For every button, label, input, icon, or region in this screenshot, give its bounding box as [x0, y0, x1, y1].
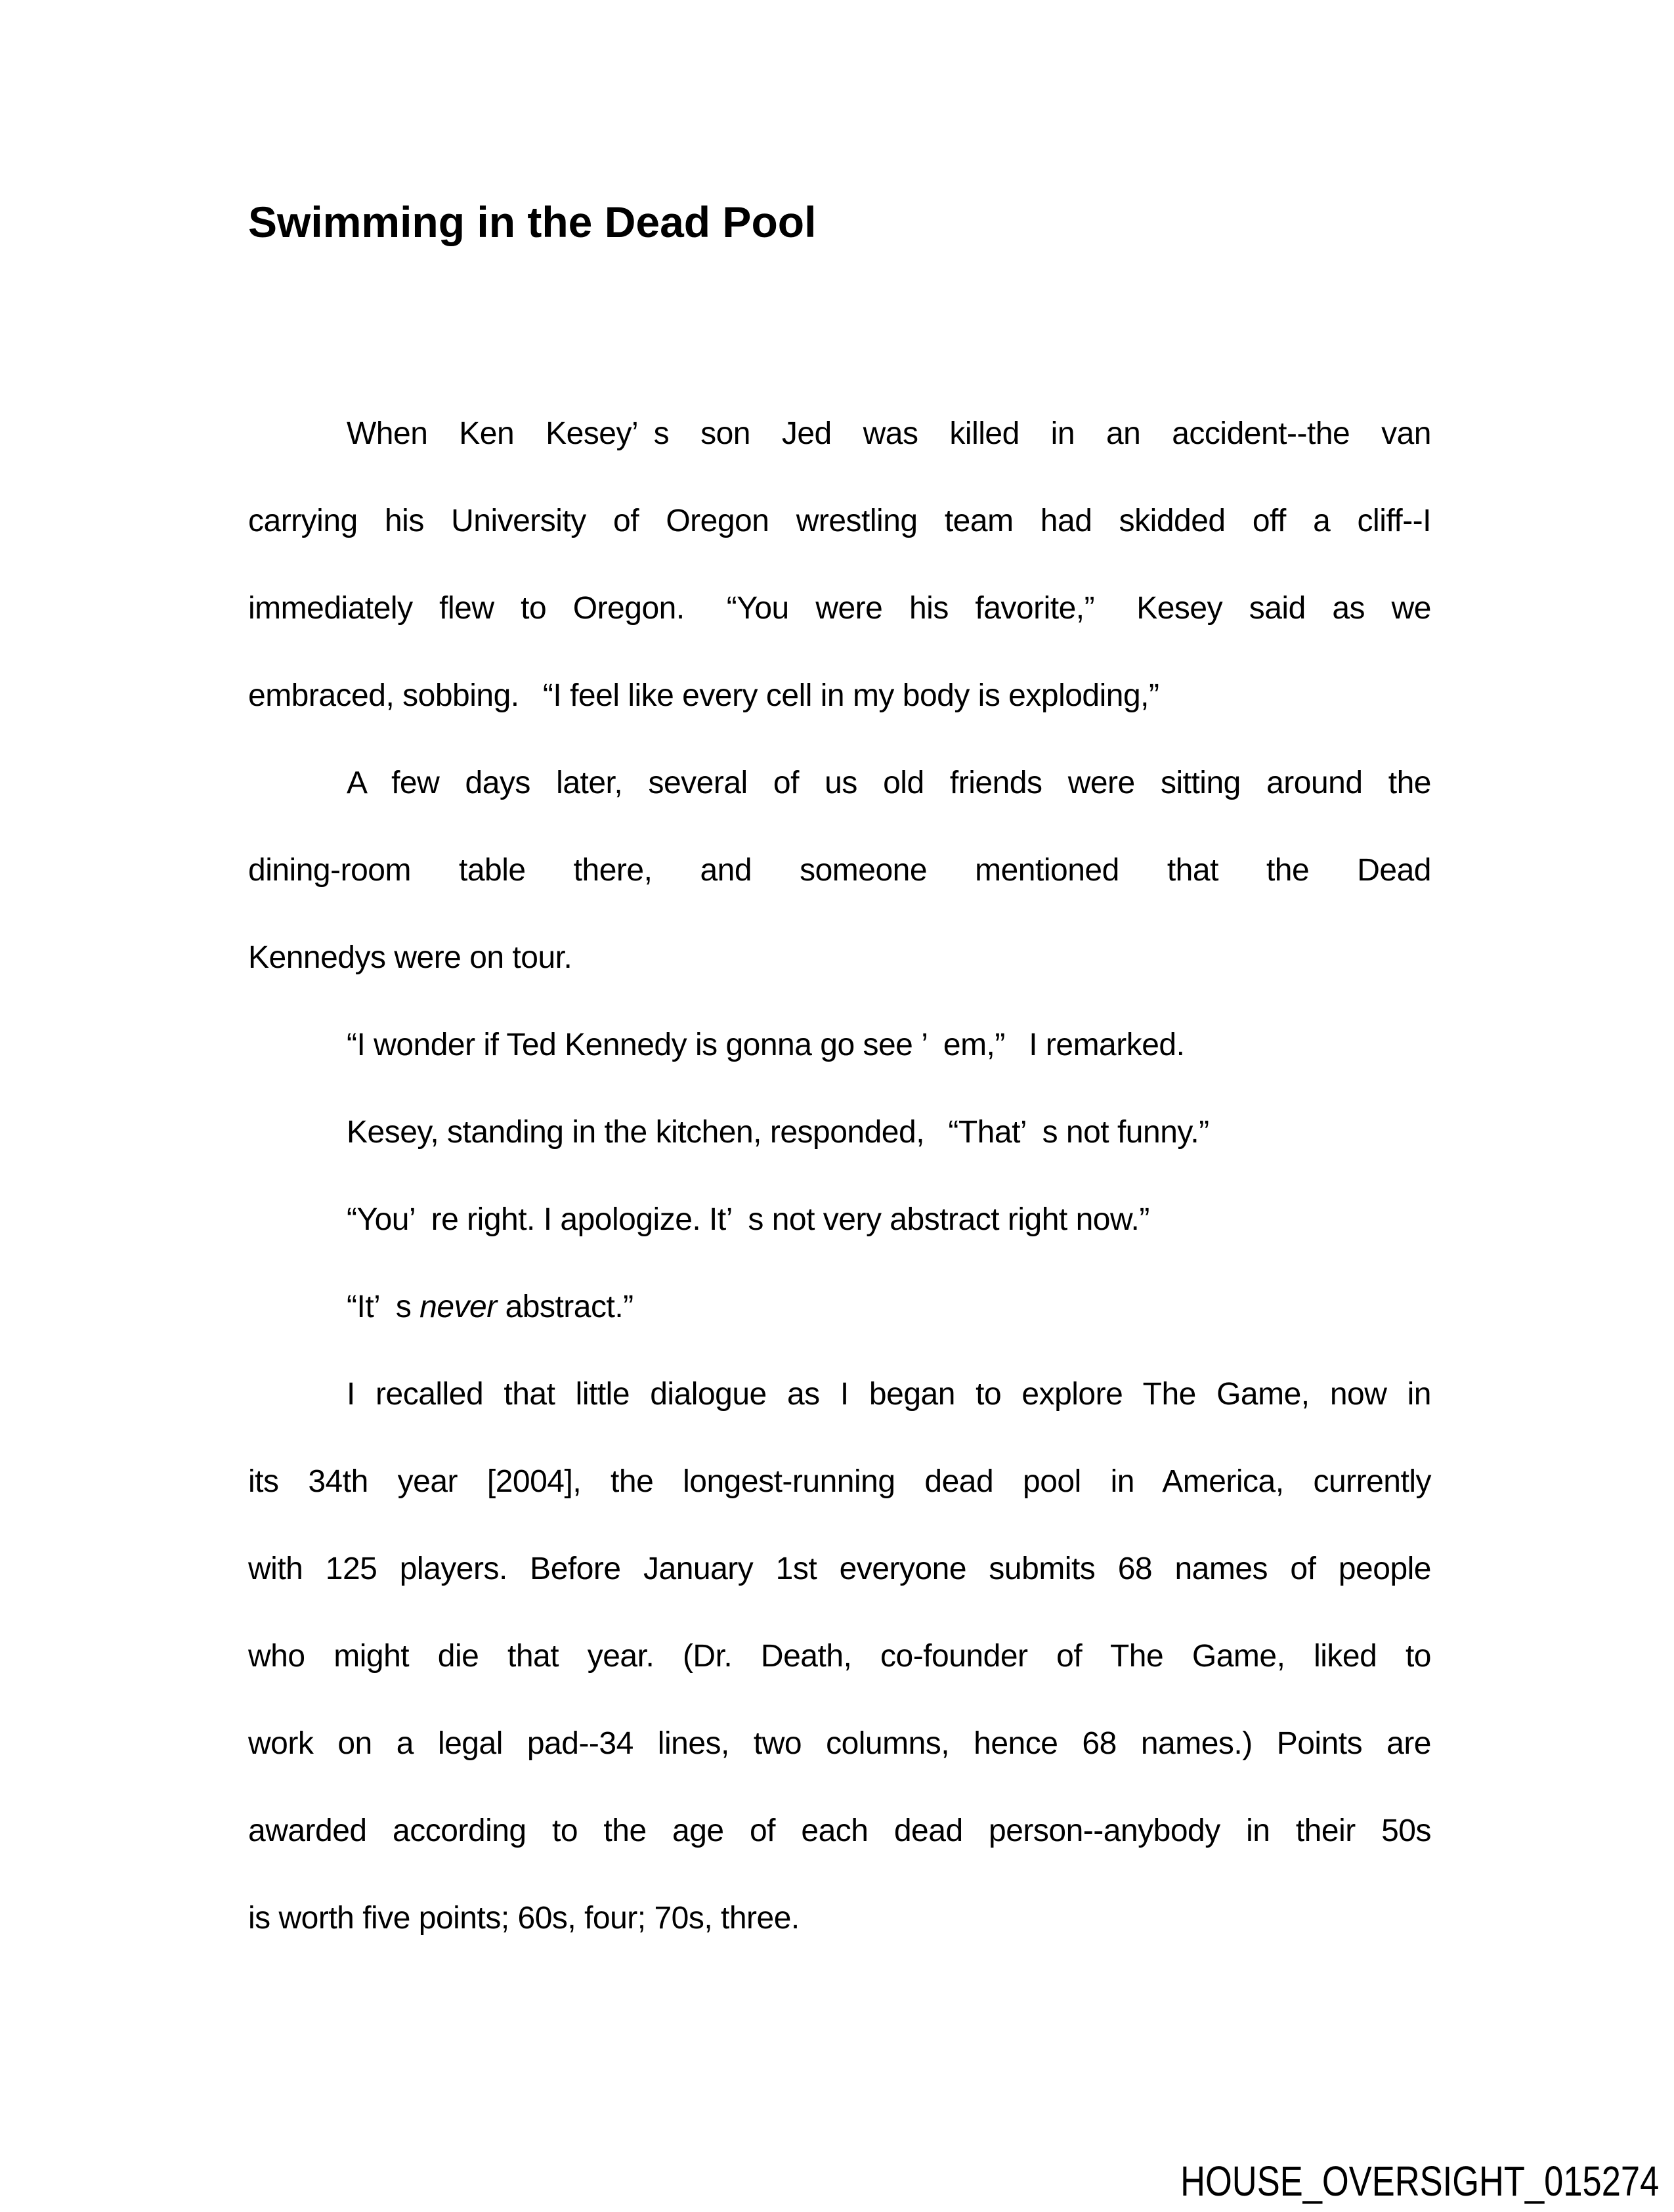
text-segment: I recalled that little dialogue as I began to explore The Game, now in — [347, 1377, 1431, 1412]
italic-text: never — [419, 1290, 497, 1324]
text-segment: abstract.” — [496, 1290, 633, 1324]
text-line — [248, 739, 1431, 827]
text-segment: embraced, sobbing. “I feel like every cell in my body is exploding,” — [248, 678, 1159, 713]
text-segment: is worth five points; 60s, four; 70s, three. — [248, 1901, 800, 1936]
text-line — [248, 1089, 1431, 1176]
text-segment: with 125 players. Before January 1st everyone submits 68 names of people — [248, 1551, 1431, 1586]
bates-stamp: HOUSE_OVERSIGHT_015274 — [1180, 2158, 1659, 2205]
text-segment: Kennedys were on tour. — [248, 940, 572, 975]
text-segment: Kesey, standing in the kitchen, responded, “That’ s not funny.” — [347, 1115, 1209, 1150]
text-line — [248, 1438, 1431, 1525]
text-line — [248, 1787, 1431, 1875]
text-segment: immediately flew to Oregon. “You were his favorite,” Kesey said as we — [248, 591, 1431, 626]
text-line — [248, 652, 1431, 739]
text-segment: awarded according to the age of each dead person--anybody in their 50s — [248, 1813, 1431, 1848]
text-line — [248, 1700, 1431, 1787]
text-line — [248, 1176, 1431, 1263]
text-segment: dining-room table there, and someone mentioned that the Dead — [248, 853, 1431, 888]
text-line — [248, 1613, 1431, 1700]
text-segment: A few days later, several of us old friends were sitting around the — [347, 766, 1431, 800]
body-text — [248, 390, 1431, 1962]
page-title: Swimming in the Dead Pool — [248, 198, 817, 246]
text-line — [248, 1263, 1431, 1351]
text-line — [248, 1525, 1431, 1613]
text-segment: “It’ s — [347, 1290, 420, 1324]
text-segment: carrying his University of Oregon wrestling team had skidded off a cliff--I — [248, 504, 1431, 538]
text-line — [248, 390, 1431, 477]
text-segment: work on a legal pad--34 lines, two columns, hence 68 names.) Points are — [248, 1726, 1431, 1761]
text-segment: When Ken Kesey’ s son Jed was killed in an accident--the van — [347, 416, 1431, 451]
text-segment: its 34th year [2004], the longest-running dead pool in America, currently — [248, 1464, 1431, 1499]
text-segment: who might die that year. (Dr. Death, co-founder of The Game, liked to — [248, 1639, 1431, 1674]
text-line — [248, 1875, 1431, 1962]
text-line — [248, 565, 1431, 652]
text-line — [248, 827, 1431, 914]
text-segment: “You’ re right. I apologize. It’ s not very abstract right now.” — [347, 1202, 1149, 1237]
text-line — [248, 1001, 1431, 1089]
text-line — [248, 914, 1431, 1001]
text-line — [248, 477, 1431, 565]
text-segment: “I wonder if Ted Kennedy is gonna go see ’ em,” I remarked. — [347, 1028, 1185, 1062]
text-line — [248, 1351, 1431, 1438]
